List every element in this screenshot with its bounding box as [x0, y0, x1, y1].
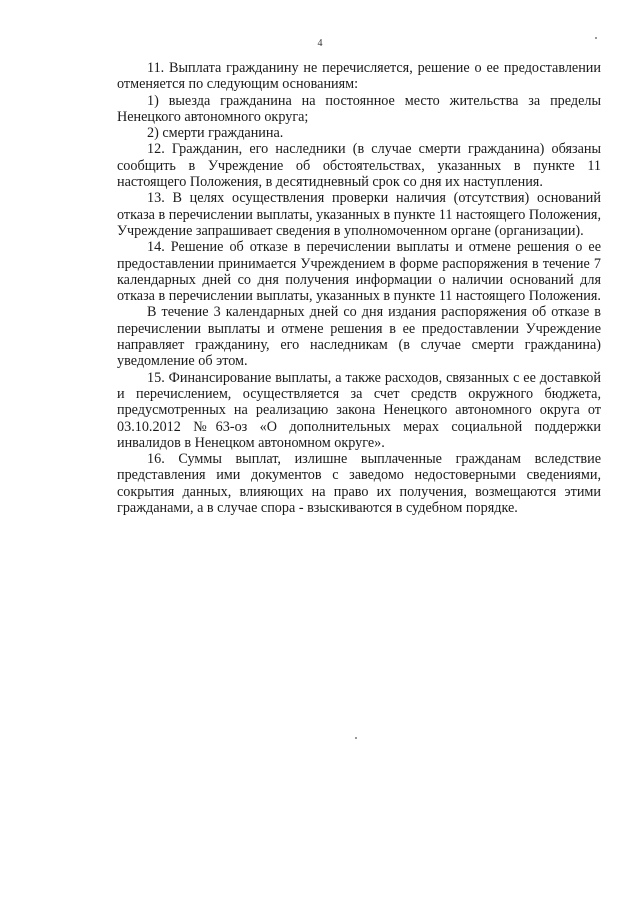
paragraph-11-item-2: 2) смерти гражданина.	[147, 125, 284, 142]
page-number: 4	[317, 38, 323, 49]
paragraph-11-item-1: 1) выезда гражданина на постоянное место жительства за пределы Ненецкого автономного округа;	[117, 92, 601, 125]
scan-speck	[355, 737, 357, 739]
paragraph-13: 13. В целях осуществления проверки наличия (отсутствия) оснований отказа в перечислении выплаты, указанных в пункте 11 настоящего Положения, Учреждение запрашивает сведения в уполномоченном органе (организации).	[117, 190, 601, 239]
paragraph-12: 12. Гражданин, его наследники (в случае смерти гражданина) обязаны сообщить в Учреждение об обстоятельствах, указанных в пункте 11 настоящего Положения, в десятидневный срок со дня их наступления.	[117, 141, 601, 191]
paragraph-14-continued: В течение 3 календарных дней со дня издания распоряжения об отказе в перечислении выплаты и отмене решения в ее предоставлении Учреждение направляет гражданину, его наследникам (в случае смерти гражданина) уведомление об этом.	[117, 304, 601, 370]
paragraph-15: 15. Финансирование выплаты, а также расходов, связанных с ее доставкой и перечислением, осуществляется за счет средств окружного бюджета, предусмотренных на реализацию закона Ненецкого автономного округа от 03.10.2012 №63-оз «О дополнительных мерах социальной поддержки инвалидов в Ненецком автономном округе».	[117, 369, 601, 451]
scan-speck	[595, 37, 597, 39]
paragraph-14: 14. Решение об отказе в перечислении выплаты и отмене решения о ее предоставлении принимается Учреждением в форме распоряжения в течение 7 календарных дней со дня получения информации о наличии оснований для отказа в перечислении выплаты, указанных в пункте 11 настоящего Положения.	[117, 239, 601, 305]
paragraph-11: 11. Выплата гражданину не перечисляется, решение о ее предоставлении отменяется по следующим основаниям:	[117, 60, 601, 93]
document-body	[117, 60, 601, 516]
paragraph-16: 16. Суммы выплат, излишне выплаченные гражданам вследствие представления ими документов с заведомо недостоверными сведениями, сокрытия данных, влияющих на право их получения, возмещаются этими гражданами, а в случае спора - взыскиваются в судебном порядке.	[117, 451, 601, 517]
